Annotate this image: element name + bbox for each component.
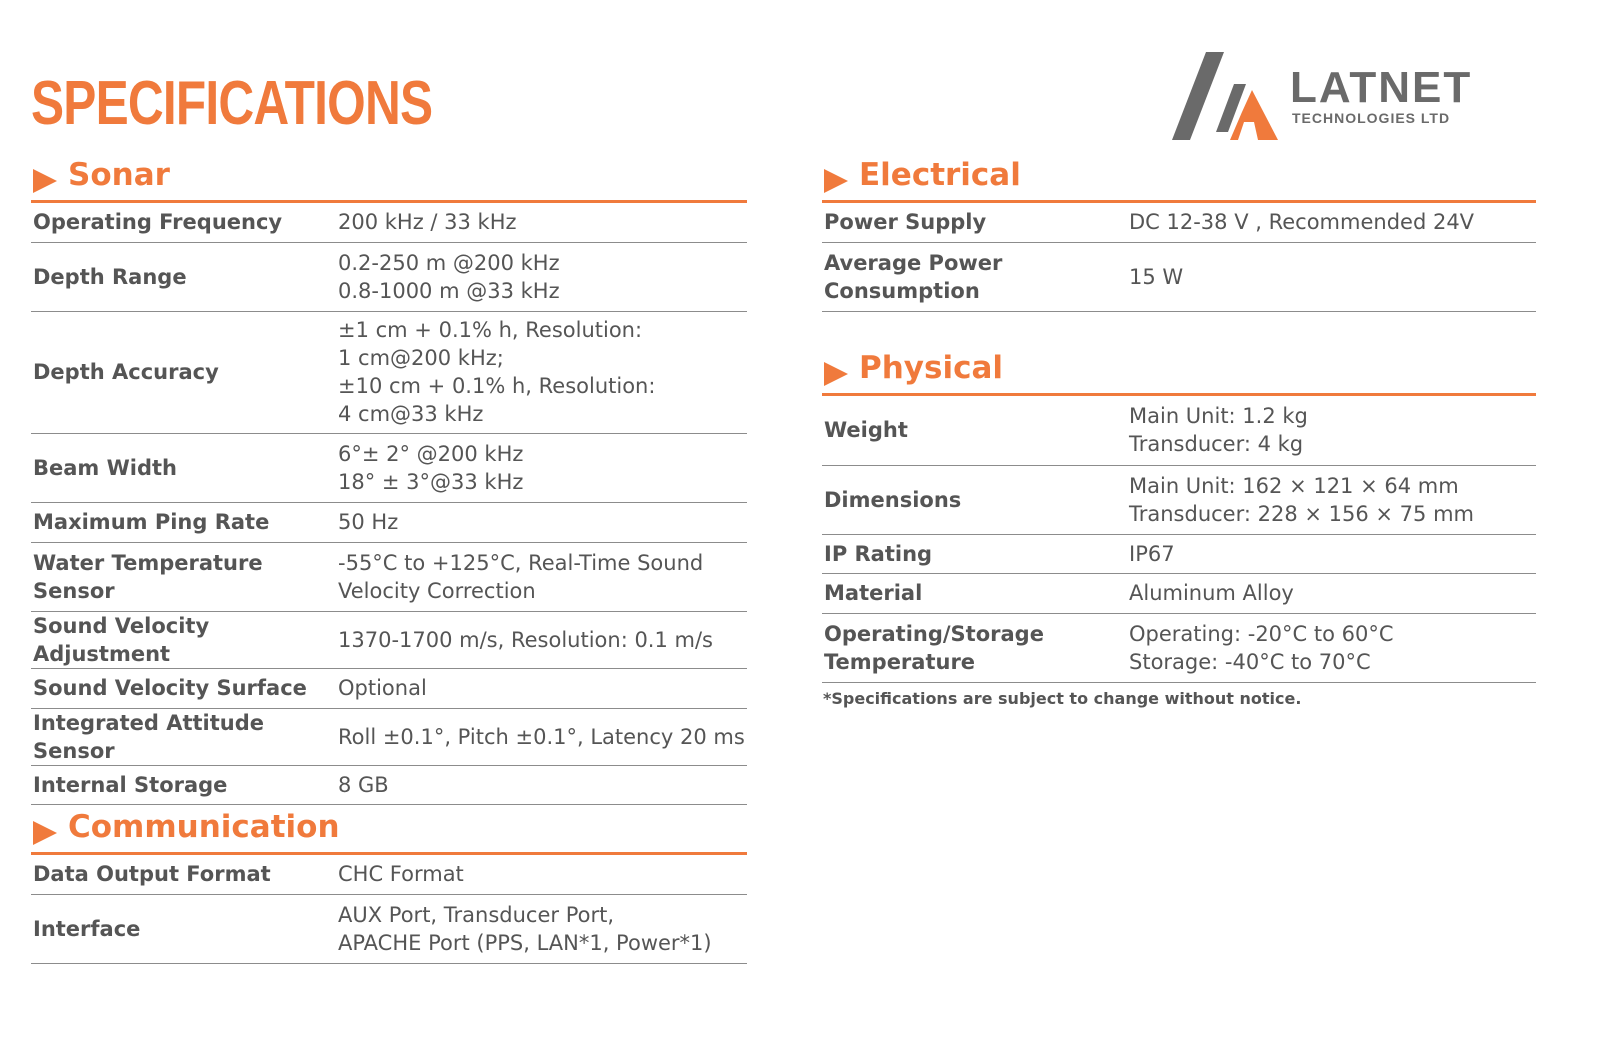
spec-label: Internal Storage: [31, 765, 336, 804]
table-row: [31, 502, 747, 542]
table-row: [822, 465, 1536, 534]
table-row: [31, 611, 747, 668]
spec-label: Weight: [822, 396, 1127, 465]
arrow-right-icon: [33, 169, 57, 193]
spec-value: Roll ±0.1°, Pitch ±0.1°, Latency 20 ms: [336, 708, 747, 765]
table-row: [822, 613, 1536, 682]
spec-value: AUX Port, Transducer Port, APACHE Port (PPS, LAN*1, Power*1): [336, 894, 747, 963]
table-row: [31, 203, 747, 242]
spec-label: Material: [822, 573, 1127, 613]
section-title: Electrical: [859, 157, 1021, 193]
spec-value: 200 kHz / 33 kHz: [336, 203, 747, 242]
table-row: [822, 203, 1536, 242]
section-communication: [31, 804, 747, 964]
logo-name: LATNET: [1290, 63, 1473, 112]
table-row: [31, 894, 747, 963]
section-header: [31, 804, 747, 855]
spec-value: 15 W: [1127, 242, 1536, 311]
spec-label: Operating Frequency: [31, 203, 336, 242]
section-title: Sonar: [68, 157, 170, 193]
arrow-right-icon: [824, 169, 848, 193]
table-row: [31, 668, 747, 708]
spec-label: Interface: [31, 894, 336, 963]
arrow-right-icon: [33, 821, 57, 845]
table-row: [822, 534, 1536, 573]
spec-label: Sound Velocity Surface: [31, 668, 336, 708]
spec-table-sonar: [31, 203, 747, 805]
spec-label: Operating/Storage Temperature: [822, 613, 1127, 682]
spec-value: Main Unit: 1.2 kg Transducer: 4 kg: [1127, 396, 1536, 465]
spec-label: Depth Range: [31, 242, 336, 311]
table-row: [31, 242, 747, 311]
spec-label: Dimensions: [822, 465, 1127, 534]
spec-value: 1370-1700 m/s, Resolution: 0.1 m/s: [336, 611, 747, 668]
section-header: [31, 152, 747, 203]
table-row: [31, 311, 747, 433]
table-row: [31, 765, 747, 804]
company-logo: [1172, 50, 1517, 148]
section-title: Physical: [859, 350, 1003, 386]
table-row: [31, 542, 747, 611]
spec-label: Average Power Consumption: [822, 242, 1127, 311]
logo-mark-icon: [1172, 50, 1282, 148]
spec-value: Main Unit: 162 × 121 × 64 mm Transducer: 228 × 156 × 75 mm: [1127, 465, 1536, 534]
footnote: *Specifications are subject to change without notice.: [823, 689, 1302, 708]
spec-table-communication: [31, 855, 747, 964]
spec-value: CHC Format: [336, 855, 747, 894]
table-row: [31, 708, 747, 765]
section-header: [822, 152, 1536, 203]
spec-value: -55°C to +125°C, Real-Time Sound Velocity Correction: [336, 542, 747, 611]
spec-value: 6°± 2° @200 kHz 18° ± 3°@33 kHz: [336, 433, 747, 502]
spec-value: DC 12-38 V , Recommended 24V: [1127, 203, 1536, 242]
spec-label: Power Supply: [822, 203, 1127, 242]
spec-label: Depth Accuracy: [31, 311, 336, 433]
table-row: [822, 242, 1536, 311]
section-electrical: [822, 152, 1536, 312]
spec-value: ±1 cm + 0.1% h, Resolution: 1 cm@200 kHz; ±10 cm + 0.1% h, Resolution: 4 cm@33 kHz: [336, 311, 747, 433]
section-sonar: [31, 152, 747, 805]
arrow-right-icon: [824, 362, 848, 386]
spec-label: Data Output Format: [31, 855, 336, 894]
section-header: [822, 345, 1536, 396]
spec-table-electrical: [822, 203, 1536, 312]
table-row: [822, 573, 1536, 613]
spec-table-physical: [822, 396, 1536, 683]
spec-label: Water Temperature Sensor: [31, 542, 336, 611]
spec-value: 50 Hz: [336, 502, 747, 542]
spec-label: Integrated Attitude Sensor: [31, 708, 336, 765]
spec-value: IP67: [1127, 534, 1536, 573]
spec-label: Beam Width: [31, 433, 336, 502]
table-row: [31, 855, 747, 894]
spec-value: 0.2-250 m @200 kHz 0.8-1000 m @33 kHz: [336, 242, 747, 311]
table-row: [822, 396, 1536, 465]
spec-label: Maximum Ping Rate: [31, 502, 336, 542]
spec-value: 8 GB: [336, 765, 747, 804]
spec-label: IP Rating: [822, 534, 1127, 573]
spec-value: Aluminum Alloy: [1127, 573, 1536, 613]
section-physical: [822, 345, 1536, 683]
spec-value: Optional: [336, 668, 747, 708]
spec-label: Sound Velocity Adjustment: [31, 611, 336, 668]
table-row: [31, 433, 747, 502]
logo-subtitle: TECHNOLOGIES LTD: [1292, 110, 1451, 126]
spec-value: Operating: -20°C to 60°C Storage: -40°C to 70°C: [1127, 613, 1536, 682]
page-title: SPECIFICATIONS: [31, 69, 433, 138]
section-title: Communication: [68, 809, 340, 845]
